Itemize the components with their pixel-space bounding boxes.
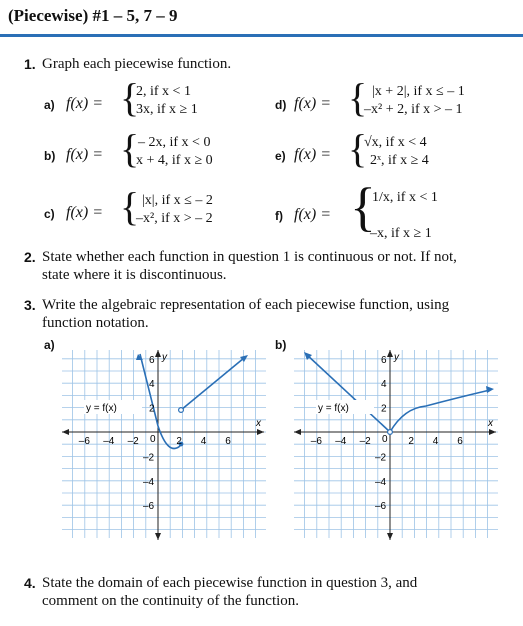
graph-a-y-label: y xyxy=(162,352,167,363)
graph-b-y-tick-label: 2 xyxy=(381,403,387,415)
q3-line2: function notation. xyxy=(42,315,149,331)
graph-b-x-tick-label: –2 xyxy=(359,436,371,447)
graph-b-y-label: y xyxy=(394,352,399,363)
q1a-case1: 2, if x < 1 xyxy=(136,84,191,99)
q1f-fx: f(x) = xyxy=(294,206,331,223)
q1d-case2: –x² + 2, if x > – 1 xyxy=(364,102,463,117)
graph-a-y-tick-label: –2 xyxy=(143,452,155,464)
graph-a-x-tick-label: 6 xyxy=(225,436,231,447)
graph-a-y-tick-label: 6 xyxy=(149,354,155,366)
graph-b-y-tick-label: –6 xyxy=(375,501,387,513)
graph-a-y-tick-label: 4 xyxy=(149,379,155,391)
q1c-fx: f(x) = xyxy=(66,204,103,221)
q2-line2: state where it is discontinuous. xyxy=(42,267,227,283)
q1a-fx: f(x) = xyxy=(66,95,103,112)
q1f-case2: –x, if x ≥ 1 xyxy=(370,226,432,241)
q4-line1: State the domain of each piecewise function in question 3, and xyxy=(42,575,418,591)
graph-b-x-tick-label: 4 xyxy=(432,436,439,447)
graph-b-y-tick-label: 4 xyxy=(381,379,387,391)
q1b-fx: f(x) = xyxy=(66,146,103,163)
q1e-case1: √x, if x < 4 xyxy=(364,135,427,150)
graph-a xyxy=(60,346,268,542)
graph-a-y-tick-label: –6 xyxy=(143,501,155,513)
graph-a-x-tick-label: –4 xyxy=(103,436,115,447)
q1-text: Graph each piecewise function. xyxy=(42,56,232,72)
graph-b-x-label: x xyxy=(488,418,493,429)
graph-b-grid xyxy=(294,350,498,538)
graph-a-x-tick-label: 4 xyxy=(200,436,207,447)
graph-a-x-tick-label: –2 xyxy=(127,436,139,447)
graph-a-fn-label: y = f(x) xyxy=(86,403,117,414)
q1-number: 1. xyxy=(24,56,36,72)
graph-b-y-tick-label: –2 xyxy=(375,452,387,464)
q1e-brace: { xyxy=(348,126,368,171)
graph-a-x-tick-label: 2 xyxy=(176,436,182,447)
graph-a-label: a) xyxy=(44,338,55,352)
q1b-case1: – 2x, if x < 0 xyxy=(138,135,211,150)
graph-b-x-tick-label: –4 xyxy=(335,436,347,447)
graph-a-right-line xyxy=(181,358,244,410)
q1c-case1: |x|, if x ≤ – 2 xyxy=(142,193,213,208)
q1f-case1: 1/x, if x < 1 xyxy=(372,190,438,205)
q1f-label: f) xyxy=(275,209,283,223)
q4-number: 4. xyxy=(24,575,36,591)
graph-b xyxy=(292,346,500,542)
q1b-label: b) xyxy=(44,149,56,163)
q1d-label: d) xyxy=(275,98,287,112)
q1e-fx: f(x) = xyxy=(294,146,331,163)
page-title: (Piecewise) #1 – 5, 7 – 9 xyxy=(8,6,178,25)
q1d-fx: f(x) = xyxy=(294,95,331,112)
q1b-case2: x + 4, if x ≥ 0 xyxy=(136,153,213,168)
graph-b-fn-label: y = f(x) xyxy=(318,403,349,414)
graph-a-origin: 0 xyxy=(150,434,156,445)
q1c-brace: { xyxy=(120,184,140,229)
graph-b-origin: 0 xyxy=(382,434,388,445)
graph-a-y-tick-label: 2 xyxy=(149,403,155,415)
graph-a-x-tick-label: –6 xyxy=(78,436,90,447)
q4-line2: comment on the continuity of the function. xyxy=(42,593,300,609)
q1e-case2: 2ˣ, if x ≥ 4 xyxy=(370,153,429,168)
graph-a-open-dot xyxy=(179,408,184,413)
graph-b-left-line xyxy=(306,354,390,432)
graph-b-x-tick-label: 2 xyxy=(408,436,414,447)
q1a-brace: { xyxy=(120,75,140,120)
q1d-case1: |x + 2|, if x ≤ – 1 xyxy=(372,84,465,99)
graph-a-grid xyxy=(62,350,266,538)
q1c-label: c) xyxy=(44,207,55,221)
graph-b-y-tick-label: 6 xyxy=(381,354,387,366)
graph-b-x-tick-label: 6 xyxy=(457,436,463,447)
q1d-brace: { xyxy=(348,75,368,120)
q2-line1: State whether each function in question 1 is continuous or not. If not, xyxy=(42,249,457,265)
q3-line1: Write the algebraic representation of each piecewise function, using xyxy=(42,297,450,313)
q1e-label: e) xyxy=(275,149,286,163)
graph-b-y-tick-label: –4 xyxy=(375,476,387,488)
q1a-case2: 3x, if x ≥ 1 xyxy=(136,102,198,117)
q1c-case2: –x², if x > – 2 xyxy=(136,211,213,226)
graph-b-label: b) xyxy=(275,338,287,352)
graph-b-x-tick-label: –6 xyxy=(310,436,322,447)
title-rule xyxy=(0,34,523,37)
q1f-brace: { xyxy=(350,177,376,237)
graph-b-open-dot xyxy=(388,430,393,435)
graph-a-x-label: x xyxy=(256,418,261,429)
graph-a-y-tick-label: –4 xyxy=(143,476,155,488)
q2-number: 2. xyxy=(24,249,36,265)
q3-number: 3. xyxy=(24,297,36,313)
q1b-brace: { xyxy=(120,126,140,171)
q1a-label: a) xyxy=(44,98,55,112)
